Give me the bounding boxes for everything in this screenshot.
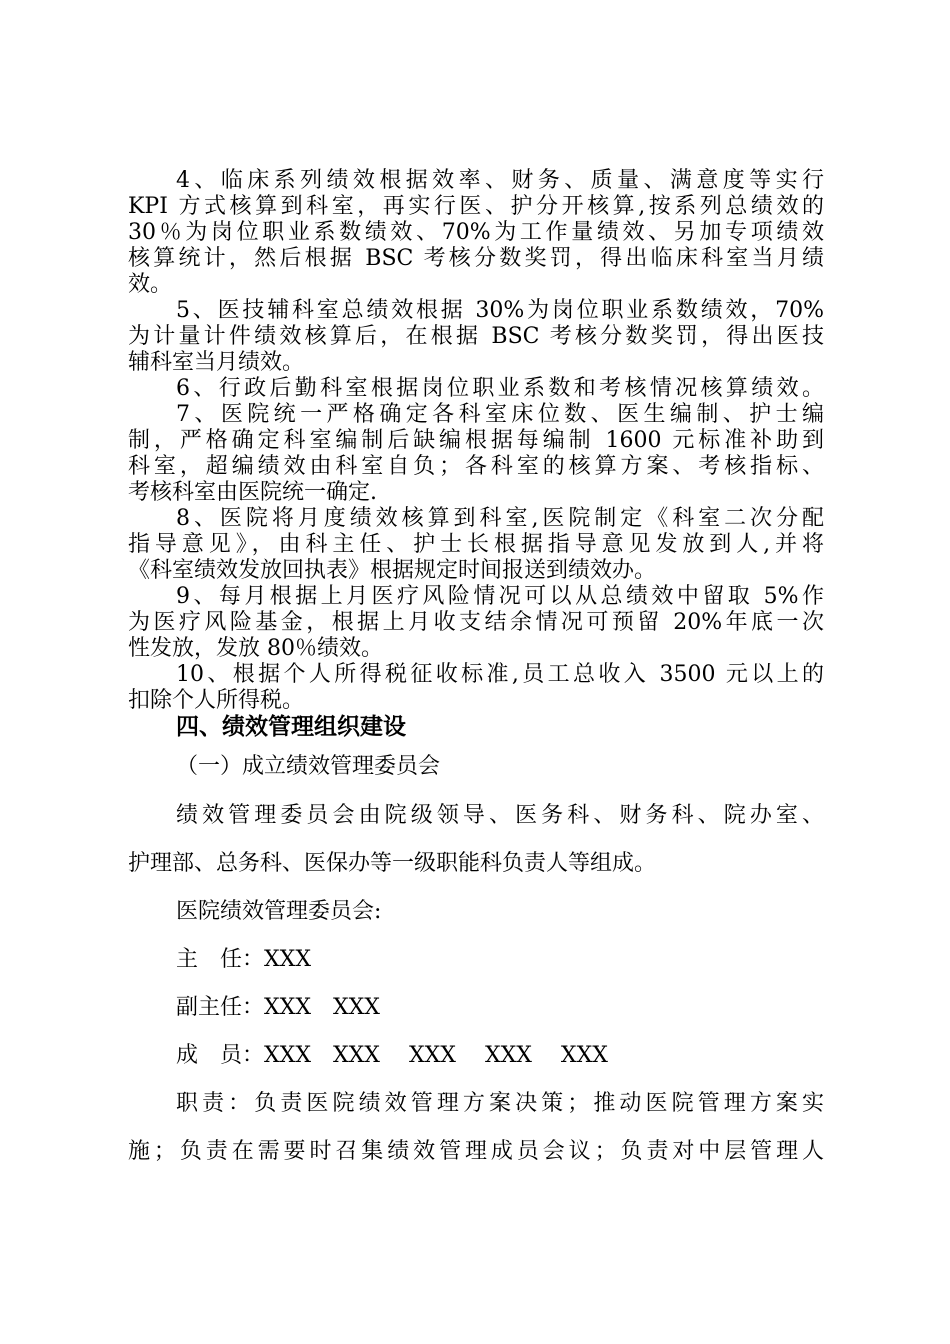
para8-line2: 指导意见》，由科主任、护士长根据指导意见发放到人,并将 bbox=[128, 532, 824, 557]
committee-desc-line1: 绩效管理委员会由院级领导、医务科、财务科、院办室、 bbox=[176, 803, 824, 828]
para5-line2: 为计量计件绩效核算后，在根据 BSC 考核分数奖罚，得出医技 bbox=[128, 324, 824, 349]
para9-line1: 9、每月根据上月医疗风险情况可以从总绩效中留取 5%作 bbox=[176, 584, 824, 609]
para4-line3: 30％为岗位职业系数绩效、70%为工作量绩效、另加专项绩效 bbox=[128, 220, 824, 245]
para7-line2: 制，严格确定科室编制后缺编根据每编制 1600 元标准补助到 bbox=[128, 428, 824, 453]
para8-line1: 8、医院将月度绩效核算到科室,医院制定《科室二次分配 bbox=[176, 506, 824, 531]
para5-line1: 5、医技辅科室总绩效根据 30%为岗位职业系数绩效，70% bbox=[176, 298, 824, 323]
committee-desc-line2: 护理部、总务科、医保办等一级职能科负责人等组成。 bbox=[128, 851, 657, 876]
section-heading: 四、绩效管理组织建设 bbox=[176, 714, 406, 740]
para10-line2: 扣除个人所得税。 bbox=[128, 688, 305, 713]
members-line: 成 员：XXX XXX XXX XXX XXX bbox=[176, 1043, 608, 1068]
para7-line4: 考核科室由医院统一确定. bbox=[128, 480, 377, 505]
para9-line2: 为医疗风险基金，根据上月收支结余情况可预留 20%年底一次 bbox=[128, 610, 824, 635]
para9-line3: 性发放，发放 80％绩效。 bbox=[128, 636, 383, 661]
para4-line5: 效。 bbox=[128, 272, 173, 297]
duties-line1: 职责：负责医院绩效管理方案决策；推动医院管理方案实 bbox=[176, 1091, 824, 1116]
para7-line3: 科室，超编绩效由科室自负；各科室的核算方案、考核指标、 bbox=[128, 454, 824, 479]
para4-line2: KPI 方式核算到科室，再实行医、护分开核算,按系列总绩效的 bbox=[128, 194, 824, 219]
para7-line1: 7、医院统一严格确定各科室床位数、医生编制、护士编 bbox=[176, 402, 824, 427]
para10-line1: 10、根据个人所得税征收标准,员工总收入 3500 元以上的 bbox=[176, 662, 824, 687]
para4-line4: 核算统计，然后根据 BSC 考核分数奖罚，得出临床科室当月绩 bbox=[128, 246, 824, 271]
para8-line3: 《科室绩效发放回执表》根据规定时间报送到绩效办。 bbox=[128, 558, 657, 583]
para5-line3: 辅科室当月绩效。 bbox=[128, 350, 305, 375]
committee-title: 医院绩效管理委员会: bbox=[176, 899, 382, 924]
duties-line2: 施；负责在需要时召集绩效管理成员会议；负责对中层管理人 bbox=[128, 1139, 824, 1164]
para4-line1: 4、临床系列绩效根据效率、财务、质量、满意度等实行 bbox=[176, 168, 824, 193]
subsection-heading: （一）成立绩效管理委员会 bbox=[176, 754, 441, 779]
vice-director-line: 副主任：XXX XXX bbox=[176, 995, 380, 1020]
director-line: 主 任：XXX bbox=[176, 947, 311, 972]
para6-line1: 6、行政后勤科室根据岗位职业系数和考核情况核算绩效。 bbox=[176, 376, 824, 401]
